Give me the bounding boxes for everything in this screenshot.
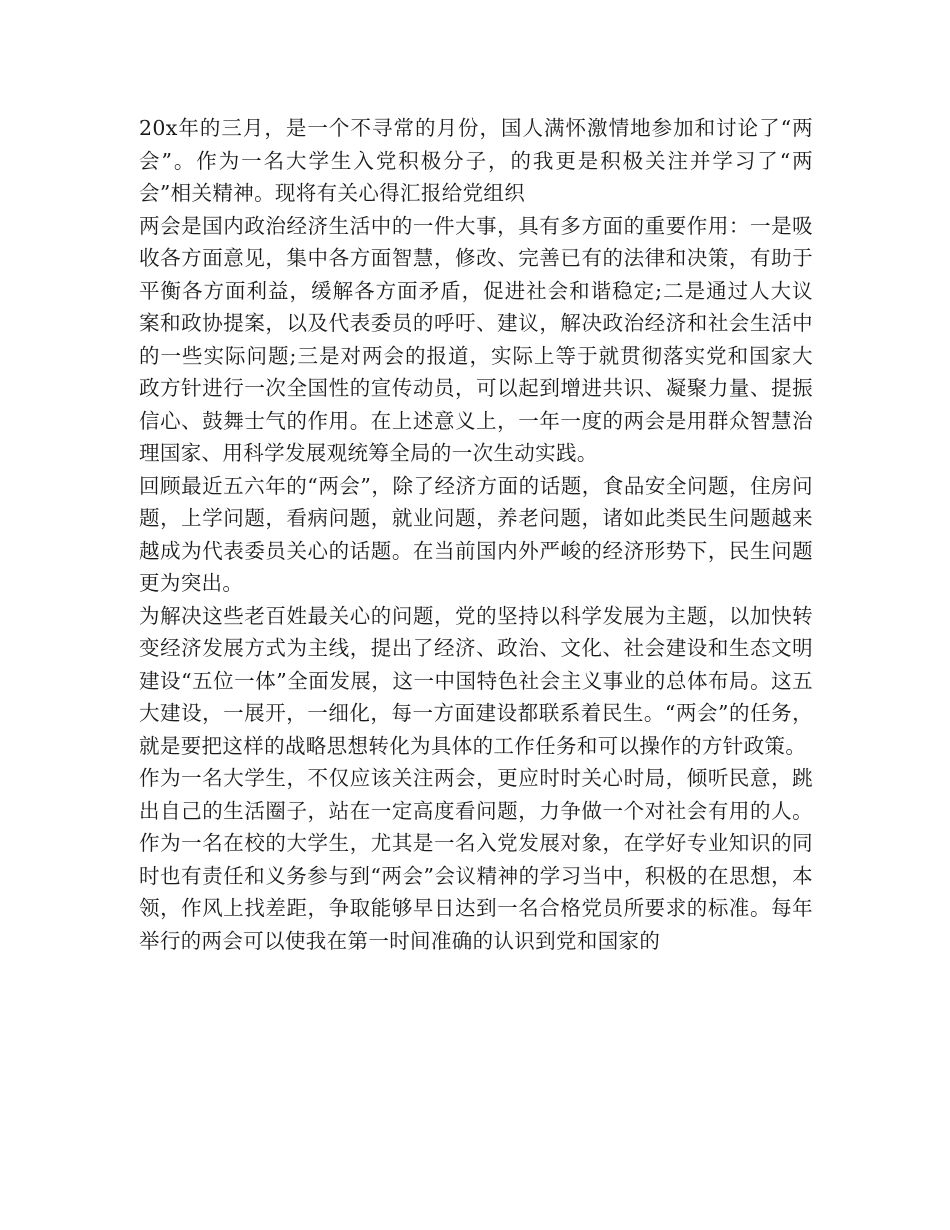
paragraph-5: 作为一名大学生，不仅应该关注两会，更应时时关心时局，倾听民意，跳出自己的生活圈子，站在一定高度看问题，力争做一个对社会有用的人。作为一名在校的大学生，尤其是一名入党发展对象，在学好专业知识的同时也有责任和义务参与到“两会”会议精神的学习当中，积极的在思想，本领，作风上找差距，争取能够早日达到一名合格党员所要求的标准。每年举行的两会可以使我在第一时间准确的认识到党和国家的 bbox=[139, 766, 813, 953]
paragraph-4: 为解决这些老百姓最关心的问题，党的坚持以科学发展为主题，以加快转变经济发展方式为主线，提出了经济、政治、文化、社会建设和生态文明建设“五位一体”全面发展，这一中国特色社会主义事业的总体布局。这五大建设，一展开，一细化，每一方面建设都联系着民生。“两会”的任务，就是要把这样的战略思想转化为具体的工作任务和可以操作的方针政策。 bbox=[139, 603, 813, 758]
document-body bbox=[139, 112, 813, 957]
paragraph-2: 两会是国内政治经济生活中的一件大事，具有多方面的重要作用：一是吸收各方面意见，集中各方面智慧，修改、完善已有的法律和决策，有助于平衡各方面利益，缓解各方面矛盾，促进社会和谐稳定;二是通过人大议案和政协提案，以及代表委员的呼吁、建议，解决政治经济和社会生活中的一些实际问题;三是对两会的报道，实际上等于就贯彻落实党和国家大政方针进行一次全国性的宣传动员，可以起到增进共识、凝聚力量、提振信心、鼓舞士气的作用。在上述意义上，一年一度的两会是用群众智慧治理国家、用科学发展观统筹全局的一次生动实践。 bbox=[139, 213, 813, 465]
paragraph-3: 回顾最近五六年的“两会”，除了经济方面的话题，食品安全问题，住房问题，上学问题，看病问题，就业问题，养老问题，诸如此类民生问题越来越成为代表委员关心的话题。在当前国内外严峻的经济形势下，民生问题更为突出。 bbox=[139, 473, 813, 595]
paragraph-1: 20x年的三月，是一个不寻常的月份，国人满怀激情地参加和讨论了“两会”。作为一名大学生入党积极分子，的我更是积极关注并学习了“两会”相关精神。现将有关心得汇报给党组织 bbox=[139, 116, 813, 205]
